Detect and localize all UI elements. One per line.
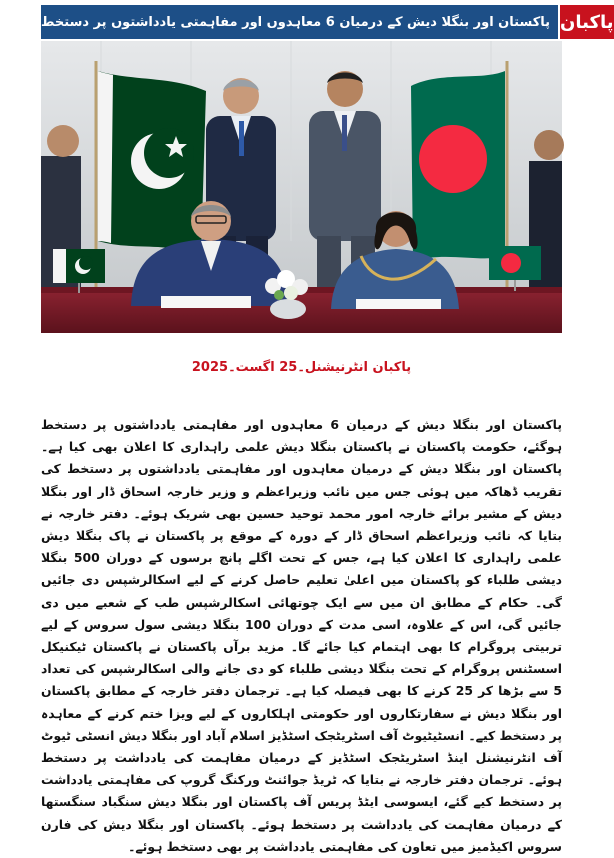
brand-logo: پاکبان — [560, 5, 613, 39]
article-body: پاکستان اور بنگلا دیش کے درمیان 6 معاہدوں اور مفاہمتی یادداشتوں پر دستخط ہوگئے، حکومت پاکستان نے پاکستان بنگلا دیش علمی راہداری کا اعلان بھی کیا ہے۔ پاکستان اور بنگلا دیش کے درمیان معاہدوں اور مفاہمتی یادداشتوں پر دستخط کی تقریب ڈھاکہ میں ہوئی جس میں نائب وزیراعظم و وزیر خارجہ اسحاق ڈار اور بنگلا دیش کے مشیر برائے خارجہ امور محمد توحید حسین بھی شریک ہوئے۔ دفتر خارجہ نے بتایا کہ نائب وزیراعظم اسحاق ڈار کے دورہ کے موقع پر پاکستان نے پاک بنگلا دیش علمی راہداری کا اعلان کیا ہے، جس کے تحت اگلے پانچ برسوں کے دوران 500 بنگلا دیشی طلباء کو پاکستان میں اعلیٰ تعلیم حاصل کرنے کے لیے اسکالرشپس دی جائیں گی۔ حکام کے مطابق ان میں سے ایک چوتھائی اسکالرشپس طب کے شعبے میں دی جائیں گی، اس کے علاوہ، اسی مدت کے دوران 100 بنگلا دیشی سول سروس کے لیے تربیتی پروگرام کا بھی اہتمام کیا جائے گا۔ مزید برآں پاکستان نے پاکستان ٹیکنیکل اسسٹنس پروگرام کے تحت بنگلا دیشی طلباء کو دی جانے والی اسکالرشپس کی تعداد 5 سے بڑھا کر 25 کرنے کا بھی فیصلہ کیا ہے۔ ترجمان دفتر خارجہ کے مطابق پاکستان اور بنگلا دیش نے سفارتکاروں اور حکومتی اہلکاروں کے لیے ویزا ختم کرنے کے معاہدہ پر دستخط کیے۔ انسٹیٹیوٹ آف اسٹریٹجک اسٹڈیز اسلام آباد اور بنگلا دیش انسٹی ٹیوٹ آف انٹرنیشنل اینڈ اسٹریٹجک اسٹڈیز کے درمیان مفاہمت کی یادداشت پر دستخط ہوئے۔ ترجمان دفتر خارجہ نے بتایا کہ ٹریڈ جوائنٹ ورکنگ گروپ کی مفاہمتی یادداشت پر دستخط کیے گئے، ایسوسی ایٹڈ پریس آف پاکستان اور بنگلا دیش سنگباد سنگستھا کے درمیان مفاہمت کی یادداشت پر دستخط ہوئے۔ پاکستان اور بنگلا دیش کی فارن سروس اکیڈمیز میں تعاون کی مفاہمتی یادداشت پر بھی دستخط ہوئے۔ — [41, 417, 562, 854]
signing-ceremony-illustration — [41, 41, 562, 333]
headline: پاکستان اور بنگلا دیش کے درمیان 6 معاہدوں اور مفاہمتی یادداشتوں پر دستخط — [41, 5, 558, 39]
dateline: پاکبان انٹرنیشنل۔25 اگست۔2025 — [191, 360, 412, 375]
article-header — [41, 5, 614, 39]
news-photo — [41, 41, 562, 333]
